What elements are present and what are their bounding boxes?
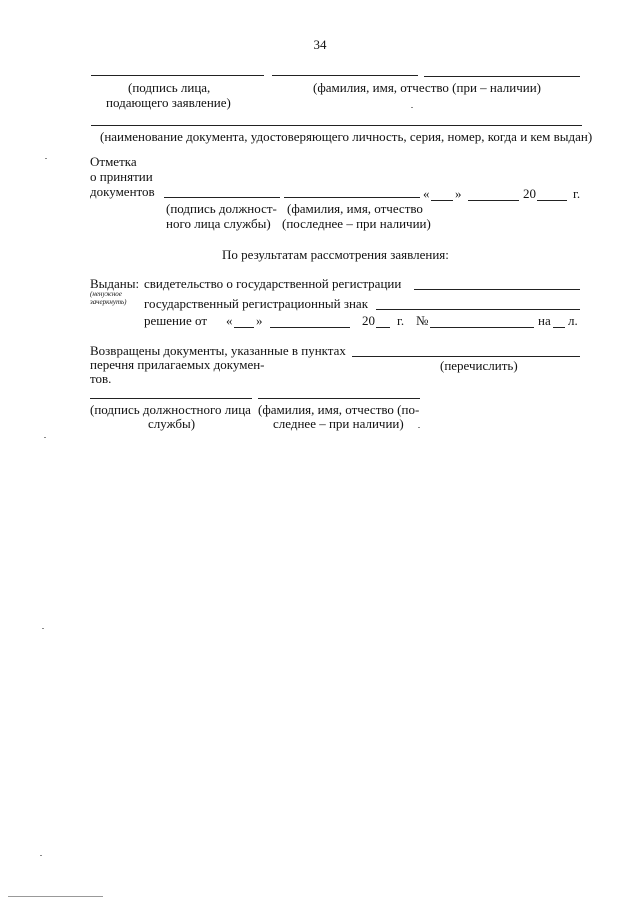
issued-label: Выданы:	[90, 276, 140, 291]
decision-number-sign: №	[416, 313, 429, 328]
decision-year-line	[376, 327, 390, 328]
decision-sheets-prefix: на	[538, 313, 551, 328]
decision-quote-close: »	[256, 313, 263, 328]
official-signature-caption: (подпись должност-	[166, 201, 277, 216]
scan-speck	[40, 855, 42, 856]
acceptance-quote-open: «	[423, 186, 430, 201]
applicant-signature-line	[91, 75, 264, 76]
plate-line	[376, 309, 580, 310]
certificate-line	[414, 289, 580, 290]
scan-page-edge	[8, 896, 103, 897]
applicant-signature-caption: (подпись лица,	[128, 80, 211, 95]
official-signature-line	[164, 197, 280, 198]
acceptance-year-suffix: г.	[573, 186, 581, 201]
issued-plate-item: государственный регистрационный знак	[144, 296, 369, 311]
returned-list-caption: (перечислить)	[440, 358, 518, 373]
applicant-name-line-2	[424, 76, 580, 77]
id-document-line	[91, 125, 582, 126]
scan-speck	[45, 158, 47, 159]
final-signature-caption-2: службы)	[148, 416, 196, 431]
acceptance-quote-close: »	[455, 186, 462, 201]
final-signature-caption: (подпись должностного лица	[90, 402, 251, 417]
returned-text: Возвращены документы, указанные в пунктах	[90, 343, 346, 358]
acceptance-year-line	[537, 200, 567, 201]
scan-speck	[44, 437, 46, 438]
acceptance-label-3: документов	[90, 184, 155, 199]
applicant-name-caption: (фамилия, имя, отчество (при – наличии)	[313, 80, 541, 95]
results-heading: По результатам рассмотрения заявления:	[222, 247, 449, 262]
acceptance-day-line	[431, 200, 453, 201]
decision-sheets-line	[553, 327, 565, 328]
official-name-line	[284, 197, 420, 198]
final-name-caption-2: следнее – при наличии)	[273, 416, 404, 431]
returned-text-2: перечня прилагаемых докумен-	[90, 357, 265, 372]
scan-speck	[42, 628, 44, 629]
final-name-line	[258, 398, 420, 399]
returned-text-3: тов.	[90, 371, 112, 386]
official-name-caption: (фамилия, имя, отчество	[287, 201, 423, 216]
official-signature-caption-2: ного лица службы)	[166, 216, 271, 231]
decision-year-suffix: г.	[397, 313, 405, 328]
decision-quote-open: «	[226, 313, 233, 328]
acceptance-year-prefix: 20	[523, 186, 536, 201]
returned-items-line	[352, 356, 580, 357]
final-signature-line	[90, 398, 252, 399]
page-number: 34	[313, 37, 327, 52]
scan-speck	[418, 427, 420, 428]
issued-certificate-item: свидетельство о государственной регистрации	[144, 276, 402, 291]
acceptance-label: Отметка	[90, 154, 137, 169]
decision-month-line	[270, 327, 350, 328]
acceptance-month-line	[468, 200, 519, 201]
acceptance-label-2: о принятии	[90, 169, 153, 184]
decision-sheets-suffix: л.	[568, 313, 578, 328]
scan-speck	[411, 107, 413, 108]
applicant-signature-caption-2: подающего заявление)	[106, 95, 231, 110]
decision-label: решение от	[144, 313, 207, 328]
issued-note-2: зачеркнуть)	[90, 298, 127, 306]
official-name-caption-2: (последнее – при наличии)	[282, 216, 431, 231]
applicant-name-line-1	[272, 75, 418, 76]
id-document-caption: (наименование документа, удостоверяющего личность, серия, номер, когда и кем выдан)	[100, 129, 593, 144]
issued-note: (ненужное	[90, 290, 122, 298]
final-name-caption: (фамилия, имя, отчество (по-	[258, 402, 420, 417]
decision-number-line	[430, 327, 534, 328]
decision-year-prefix: 20	[362, 313, 375, 328]
decision-day-line	[234, 327, 254, 328]
